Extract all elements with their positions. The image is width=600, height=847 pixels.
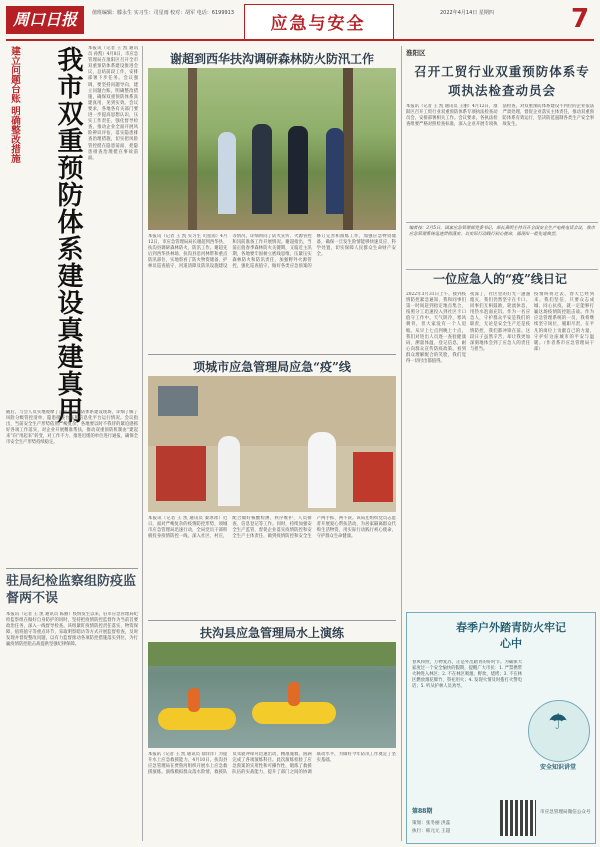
side-notice-body: 本报讯（记者 王 凯 通讯员 陈丽）疫情发生以来，驻市应急管理局纪检监察组在做好自身防护的同时，坚持把疫情防控监督作为当前首要政治任务，深入一线督导检查。该组紧盯疫情防控责任落实、物资保障、值班值守等重点环节，采取明察暗访等方式开展监督检查，及时发现并督促整改问题，以有力监督推动各项防控措施落实到位，为打赢疫情防控阻击战提供坚强纪律保障。 bbox=[6, 612, 138, 648]
diary-body-right: 疫情终将过去，春天已经到来。我们坚信，只要众志成城、同心抗疫，就一定能够打赢这场疫情防控阻击战。作为应急管理系统的一员，我将继续坚守岗位，履职尽责，在平凡的岗位上贡献自己的力量，守护好这座城市的平安与温暖。（作者系市应急管理局干部） bbox=[534, 292, 594, 352]
editor-note: 编者按：3月5日，国家应急管理部党委书记、部长黄明主持召开全国安全生产电视电话会议，我市应急管理系统迅速贯彻落实，以实际行动践行初心使命，涌现出一批先进典型。 bbox=[406, 222, 598, 270]
masthead-rule bbox=[6, 39, 594, 41]
water-body: 本报讯（记者 王 凯 通讯员 徐洋洋）为提升水上应急救援能力，4月10日，扶沟县应急管理局在贾鲁河组织开展水上应急救援演练。演练模拟群众落水险情，救援队员驾驶冲锋舟迅速出动，精准施救，圆满完成了各项演练科目。此次演练检验了应急预案的实用性和可操作性，锻炼了救援队伍的实战能力，提升了部门之间的协调联动水平，为做好今年防汛工作奠定了坚实基础。 bbox=[148, 752, 396, 776]
person-figure bbox=[218, 132, 236, 214]
window bbox=[158, 386, 198, 416]
lead-kicker: 建立问题台账 明确整改措施 bbox=[9, 46, 20, 164]
lead-body-top: 本报讯（记者 王 凯 通讯员 孙凯）4月8日，市应急管理局在淮阳区召开全市双重预防体系建设推进会议，总结前段工作，安排部署下步任务。会议强调，要坚持问题导向，建立问题台账，明确整改措施，确保双重预防体系真建真用、见到实效。会议要求，各地各有关部门要进一步提高思想认识，压实工作责任，强化督导检查，推动企业全面开展风险辨识评估，落实隐患排查治理措施，切实把风险管控挺在隐患前面、把隐患排查治理挺在事故前面。 bbox=[88, 46, 138, 161]
qr-caption: 市应急管理局微信公众号 bbox=[540, 810, 591, 815]
umbrella-icon: ☂ bbox=[548, 710, 568, 735]
right-top-body: 本报讯（记者 王 凯 通讯员 王丽）4月12日，淮阳区召开工贸行业双重预防体系专项执法检查动员会，安排部署相关工作。会议要求，各执法检查组要严格对照检查标准，深入企业开展专项执法检查，对双重预防体系建设不到位的企业依法严肃处理，督促企业落实主体责任，推动双重预防体系有效运行，坚决防范遏制各类生产安全事故发生。 bbox=[406, 104, 594, 128]
forest-title: 谢超到西华扶沟调研森林防火防汛工作 bbox=[169, 52, 374, 66]
fight-photo bbox=[148, 376, 396, 512]
person-figure bbox=[326, 128, 344, 214]
column-divider bbox=[401, 46, 402, 841]
safety-page-ref: 第88期 bbox=[412, 808, 433, 815]
fight-body: 本报讯（记者 王 凯 通讯员 秦冰冰）近日，面对严峻复杂的疫情防控形势，项城市应急管理局迅速行动，全局党员干部积极投身疫情防控一线，深入社区、村庄，配合做好核酸检测、秩序维护、人员排查、信息登记等工作。同时，持续加强安全生产监管，督促企业落实疫情防控和安全生产主体责任，做到疫情防控和安全生产两手抓、两不误。该局还组织党员志愿者开展爱心帮扶活动，为居家隔离群众代购生活物资，用实际行动践行初心使命，守护群众生命健康。 bbox=[148, 516, 396, 540]
safety-badge-label: 安全知识讲堂 bbox=[539, 764, 576, 771]
section-title: 应急与安全 bbox=[270, 14, 366, 34]
person-figure bbox=[288, 126, 308, 214]
forest-photo bbox=[148, 68, 396, 230]
right-title: 召开工贸行业双重预防体系专项执法检查动员会 bbox=[414, 64, 590, 98]
safety-title: 春季户外踏青防火牢记心中 bbox=[456, 621, 566, 650]
divider bbox=[148, 620, 396, 621]
lead-body-bottom: 随后，与会人员实地观摩了企业双重预防体系建设现场，详细了解了风险分级管控清单、隐患排查台账和信息化平台运行情况。会议指出，当前安全生产形势依然严峻复杂，各地要以时不我待的紧迫感抓好各项工作落实，对企业开展精准帮扶，推动双重预防机制由“建起来”向“用起来”转变，对工作不力、推进迟缓的单位进行通报，确保全市安全生产形势持续稳定。 bbox=[6, 410, 138, 446]
tricycle bbox=[353, 452, 393, 502]
masthead-date: 2022年4月14日 星期四 bbox=[440, 10, 494, 16]
diary-body-left: 2022年3月31日上午，接到疫情防控紧急通知，我和同事们第一时间赶到指定地点集合，按照分工迅速投入到社区卡口值守工作中。天气阴冷，寒风刺骨，但大家没有一个人退缩。从早上七点到晚上十点，我们对进出人员逐一查验健康码、测量体温、登记信息，耐心向群众宣传防疫政策。看到群众理解配合的笑脸，我们觉得一切付出都值得。 bbox=[406, 292, 466, 365]
qr-code[interactable] bbox=[500, 800, 536, 836]
divider bbox=[148, 354, 396, 355]
diary-title: 一位应急人的“疫”线日记 bbox=[433, 272, 567, 286]
column-divider bbox=[142, 46, 143, 841]
diary-body-mid: 夜深了，社区里的灯光一盏盏熄灭，我们仍然坚守在卡口。同事们互相鼓励，轮流休息，用热水泡面充饥。作为一名应急人，守护群众平安是我们的职责，无论是安全生产还是疫情防控，我们都冲锋在前。这段日子虽然辛苦，却让我更加深刻地体会到了应急人的责任与担当。 bbox=[470, 292, 530, 352]
divider bbox=[6, 568, 138, 569]
shore-trees bbox=[148, 642, 396, 666]
safety-body: 春风和煦，万物复苏，正是外出踏青的好时节。为确保大家度过一个安全愉快的假期，提醒广大市民：1. 严禁携带火种进入林区；2. 不在林区吸烟、野炊、烧烤；3. 不在林区燃放烟花爆竹、祭祀用火；4. 发现火情及时拨打火警电话；5. 听从护林人员劝导。 bbox=[412, 660, 522, 690]
tree-trunk bbox=[343, 68, 353, 230]
water-photo bbox=[148, 642, 396, 748]
lead-title: 我市双重预防体系建设真建真用 bbox=[53, 46, 83, 424]
worker-white-suit bbox=[218, 436, 240, 506]
red-cart bbox=[156, 446, 206, 501]
credits-line1: 策划：张冬丽 洪蕊 bbox=[412, 821, 451, 826]
masthead bbox=[0, 0, 600, 44]
forest-body: 本报讯（记者 王 凯 实习生 司星雨）4月12日，市应急管理局局长谢超到西华县、扶沟县调研森林防火、防汛工作。谢超先后到西华县林场、扶沟县沿河林带和重点防汛部位，实地察看了防火物资储备、护林员巡查值守、河道清障及防汛设施建设等情况，详细询问了防火宣传、火源管控和汛前准备工作开展情况。谢超指出，当前正值春季森林防火关键期，又临近主汛期，各地要牢固树立底线思维，压紧压实森林防火和防汛责任，加强野外火源管控，强化巡查值守，做好各类应急预案的修订完善和演练工作，加强应急物资储备，确保一旦发生险情能够快速反应、科学处置，切实保障人民群众生命财产安全。 bbox=[148, 234, 396, 270]
tree-trunk bbox=[188, 68, 197, 230]
water-title: 扶沟县应急管理局水上演练 bbox=[199, 626, 344, 640]
newspaper-logo: 周口日报 bbox=[6, 6, 84, 34]
worker-white-suit bbox=[308, 432, 336, 508]
masthead-info-line1: 值班编辑：滕永生 实习生：司星雨 校对：胡军 电话：6199913 bbox=[92, 10, 235, 16]
fight-title: 项城市应急管理局应急“疫”线 bbox=[193, 360, 351, 374]
page-number: 7 bbox=[570, 4, 590, 34]
side-notice-title: 驻局纪检监察组防疫监督两不误 bbox=[6, 574, 137, 606]
rescuer-figure bbox=[188, 688, 200, 712]
rescuer-figure bbox=[288, 682, 300, 706]
person-figure bbox=[252, 124, 272, 214]
right-kicker: 淮阳区 bbox=[406, 49, 426, 57]
credits-line2: 执行：韩元元 王超 bbox=[412, 829, 451, 834]
